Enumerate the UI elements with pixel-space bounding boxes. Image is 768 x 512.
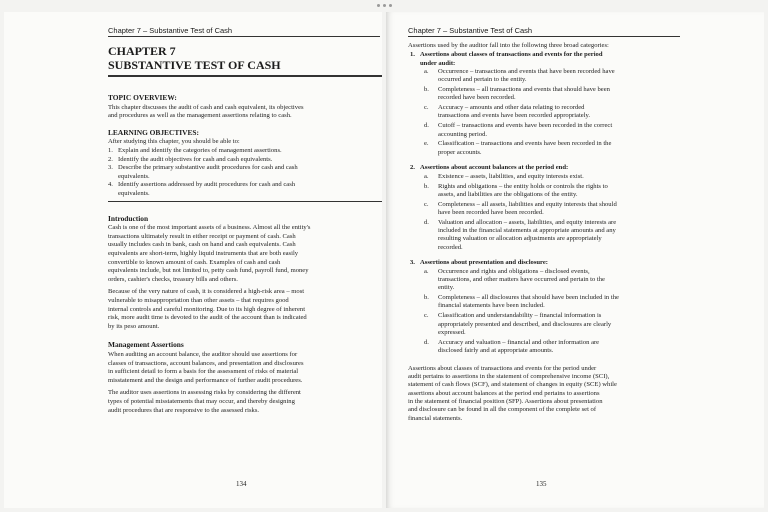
item-text: resulting valuation or allocation adjustments are appropriately xyxy=(438,235,602,243)
management-assertions-text: in sufficient detail to form a basis for the assessment of risks of material xyxy=(108,368,299,376)
closing-text: in the statement of financial position (SFP). Assertions about presentation xyxy=(408,397,603,405)
objective-text: Describe the primary substantive audit procedures for cash and cash xyxy=(118,164,298,172)
closing-text: assertions about account balances at the period end pertains to assertions xyxy=(408,389,600,397)
item-letter: d. xyxy=(424,338,429,346)
item-letter: e. xyxy=(424,140,429,148)
running-head-rule xyxy=(408,36,680,37)
section-number: 2. xyxy=(410,164,415,172)
item-text: Cutoff – transactions and events have been recorded in the correct xyxy=(438,122,613,130)
management-assertions-text: audit procedures that are responsive to the assessed risks. xyxy=(108,406,260,414)
management-assertions-text: misstatement and the design and performance of further audit procedures. xyxy=(108,376,303,384)
item-text: Classification – transactions and events have been recorded in the xyxy=(438,140,612,148)
item-text: Completeness – all transactions and events that should have been xyxy=(438,86,610,93)
running-head: Chapter 7 – Substantive Test of Cash xyxy=(108,26,233,35)
management-assertions-text: classes of transactions, account balances, and presentation and disclosures xyxy=(108,359,304,367)
introduction-text: internal controls and careful monitoring. Due to its high degree of inherent xyxy=(108,305,306,313)
objective-number: 3. xyxy=(108,164,113,172)
item-text: Classification and understandability – financial information is xyxy=(438,312,602,320)
objectives-intro: After studying this chapter, you should be able to: xyxy=(108,138,240,146)
overview-text: and procedures as well as the management assertions relating to cash. xyxy=(108,112,292,120)
introduction-heading: Introduction xyxy=(108,213,149,223)
dot-icon xyxy=(377,4,380,7)
item-text: have been recorded have been recorded. xyxy=(438,208,544,216)
intro-line: Assertions used by the auditor fall into the following three broad categories: xyxy=(408,42,609,49)
left-page xyxy=(4,12,382,508)
item-text: entity. xyxy=(438,284,455,292)
item-text: included in the financial statements at appropriate amounts and any xyxy=(438,227,616,234)
overview-heading: TOPIC OVERVIEW: xyxy=(108,93,177,102)
closing-text: Assertions about classes of transactions and events for the period under xyxy=(408,364,597,372)
dot-icon xyxy=(383,4,386,7)
item-text: Existence – assets, liabilities, and equity interests exist. xyxy=(438,172,584,180)
objective-text: equivalents. xyxy=(118,190,150,197)
page-number: 134 xyxy=(236,480,247,488)
introduction-text: Because of the very nature of cash, it is considered a high-risk area – most xyxy=(108,288,305,296)
running-head-rule xyxy=(108,36,380,37)
objective-text: equivalents. xyxy=(118,172,150,180)
management-assertions-text: When auditing an account balance, the auditor should use assertions for xyxy=(108,351,298,358)
chapter-title-rule xyxy=(108,75,382,77)
overview-text: This chapter discusses the audit of cash and cash equivalent, its objectives xyxy=(108,103,304,111)
item-text: transactions and events have been recorded appropriately. xyxy=(438,112,591,120)
item-text: proper accounts. xyxy=(438,148,482,156)
introduction-text: equivalents are short-term, highly liquid instruments that are both easily xyxy=(108,250,299,257)
dot-icon xyxy=(389,4,392,7)
item-text: expressed. xyxy=(438,328,466,336)
objective-number: 4. xyxy=(108,181,113,189)
objectives-heading: LEARNING OBJECTIVES: xyxy=(108,127,199,137)
item-text: disclosed fairly and at appropriate amounts. xyxy=(438,346,554,354)
section-title: Assertions about account balances at the period end: xyxy=(420,164,569,172)
introduction-text: orders, cashier's checks, treasury bills and others. xyxy=(108,275,238,283)
item-letter: c. xyxy=(424,312,429,320)
item-text: Completeness – all assets, liabilities and equity interests that should xyxy=(438,200,617,208)
introduction-text: vulnerable to misappropriation than other assets – that requires good xyxy=(108,297,289,304)
item-letter: b. xyxy=(424,182,429,190)
management-assertions-text: types of potential misstatements that may occur, and thereby designing xyxy=(108,398,295,405)
introduction-text: equivalents include, but not limited to, petty cash fund, payroll fund, money xyxy=(108,267,309,275)
item-letter: a. xyxy=(424,67,429,75)
chapter-subtitle: SUBSTANTIVE TEST OF CASH xyxy=(108,58,281,72)
objective-text: Identify the audit objectives for cash and cash equivalents. xyxy=(118,155,273,163)
introduction-text: usually includes cash in bank, cash on hand and cash equivalents. Cash xyxy=(108,241,296,249)
item-letter: a. xyxy=(424,267,429,275)
management-assertions-text: The auditor uses assertions in assessing risks by considering the different xyxy=(108,389,301,397)
section-title: Assertions about classes of transactions and events for the period xyxy=(420,51,603,59)
objective-number: 1. xyxy=(108,147,113,154)
item-text: Rights and obligations – the entity holds or controls the rights to xyxy=(438,182,608,190)
item-letter: c. xyxy=(424,200,429,208)
objective-text: Explain and identify the categories of management assertions. xyxy=(118,147,282,154)
running-head: Chapter 7 – Substantive Test of Cash xyxy=(408,26,533,35)
item-letter: a. xyxy=(424,172,429,180)
item-text: assets, and liabilities are the obligations of the entity. xyxy=(438,190,578,198)
right-page xyxy=(386,12,764,508)
closing-text: statement of cash flows (SCF), and statement of changes in equity (SCE) while xyxy=(408,381,617,389)
introduction-text: transactions ultimately result in either receipt or payment of cash. Cash xyxy=(108,232,296,240)
window-control-dots xyxy=(0,0,768,10)
item-text: recorded have been recorded. xyxy=(438,94,516,102)
item-text: Completeness – all disclosures that should have been included in the xyxy=(438,294,619,302)
item-text: Accuracy and valuation – financial and other information are xyxy=(438,338,600,346)
item-letter: d. xyxy=(424,218,429,226)
item-letter: d. xyxy=(424,122,429,130)
item-text: recorded. xyxy=(438,243,463,251)
item-letter: c. xyxy=(424,104,429,112)
item-text: occurred and pertain to the entity. xyxy=(438,76,527,84)
introduction-text: risk, more audit time is devoted to the audit of the account than is indicated xyxy=(108,314,307,322)
section-number: 1. xyxy=(410,51,415,59)
section-title: under audit: xyxy=(420,59,456,67)
item-text: accounting period. xyxy=(438,130,488,138)
objective-number: 2. xyxy=(108,155,113,163)
item-text: appropriately presented and described, and disclosures are clearly xyxy=(438,320,612,328)
item-text: transactions, and other matters have occurred and pertain to the xyxy=(438,276,605,283)
item-text: Occurrence and rights and obligations – disclosed events, xyxy=(438,267,590,275)
management-assertions-heading: Management Assertions xyxy=(108,340,184,350)
page-number: 135 xyxy=(536,480,547,488)
item-text: Occurrence – transactions and events that have been recorded have xyxy=(438,67,615,75)
objective-text: Identify assertions addressed by audit procedures for cash and cash xyxy=(118,181,296,189)
objectives-rule xyxy=(108,201,382,202)
section-title: Assertions about presentation and disclosure: xyxy=(420,259,548,267)
item-letter: b. xyxy=(424,294,429,302)
item-text: Accuracy – amounts and other data relating to recorded xyxy=(438,104,585,112)
introduction-text: Cash is one of the most important assets of a business. Almost all the entity's xyxy=(108,224,311,232)
introduction-text: convertible to known amount of cash. Examples of cash and cash xyxy=(108,258,281,266)
closing-text: audit pertains to assertions in the statement of comprehensive income (SCI), xyxy=(408,373,610,380)
item-text: financial statements have been included. xyxy=(438,302,545,310)
item-letter: b. xyxy=(424,86,429,93)
closing-text: financial statements. xyxy=(408,414,463,422)
closing-text: and disclosure can be found in all the component of the complete set of xyxy=(408,406,597,414)
section-number: 3. xyxy=(410,259,415,267)
introduction-text: by its peso amount. xyxy=(108,322,160,330)
chapter-title: CHAPTER 7 xyxy=(108,44,176,58)
item-text: Valuation and allocation – assets, liabilities, and equity interests are xyxy=(438,218,617,226)
